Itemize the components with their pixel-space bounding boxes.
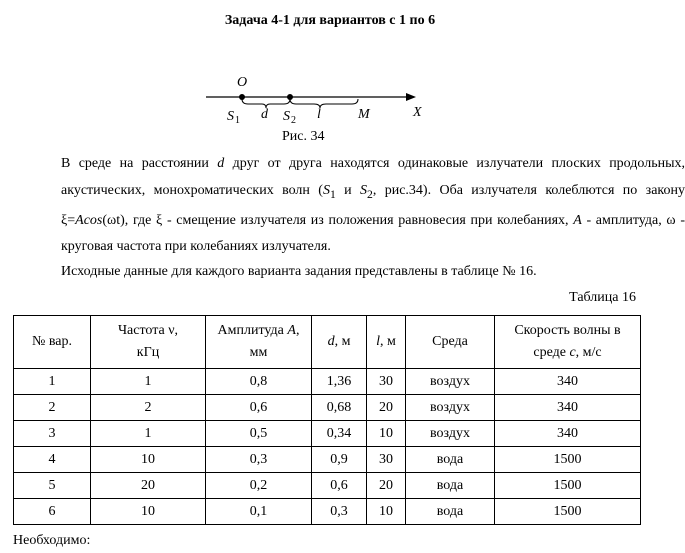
cell-variant: 3	[14, 421, 91, 447]
cell-frequency: 1	[91, 369, 206, 395]
cell-amplitude: 0,5	[206, 421, 312, 447]
header-symbol: l	[376, 334, 381, 349]
cell-amplitude: 0,2	[206, 473, 312, 499]
cell-medium: воздух	[406, 395, 495, 421]
text-fragment: В среде на расстоянии	[61, 156, 218, 171]
label-x: X	[413, 105, 422, 120]
table-header-row	[14, 316, 641, 369]
cell-frequency: 20	[91, 473, 206, 499]
cell-frequency: 1	[91, 421, 206, 447]
problem-description	[13, 151, 685, 261]
cell-amplitude: 0,3	[206, 447, 312, 473]
label-s1-sub: 1	[235, 115, 240, 126]
cell-l: 20	[367, 395, 406, 421]
symbol-acos: Acos	[75, 212, 103, 228]
page-title: Задача 4-1 для вариантов с 1 по 6	[224, 13, 436, 28]
cell-medium: воздух	[406, 369, 495, 395]
cell-amplitude: 0,8	[206, 369, 312, 395]
table-row	[14, 395, 641, 421]
text-fragment: , рис.34). Оба излучателя колеблются по закону ξ=	[61, 182, 685, 228]
cell-d: 0,68	[312, 395, 367, 421]
header-text: мм	[249, 345, 268, 360]
header-text: , м	[380, 334, 396, 349]
label-s2: S	[283, 109, 290, 124]
header-text: Скорость волны в	[514, 323, 621, 338]
variants-table	[13, 315, 641, 525]
subscript-2: 2	[367, 187, 373, 201]
cell-medium: вода	[406, 499, 495, 525]
cell-medium: вода	[406, 447, 495, 473]
cell-l: 30	[367, 369, 406, 395]
figure-caption: Рис. 34	[282, 129, 325, 144]
symbol-s1: S	[322, 182, 330, 198]
header-l	[367, 316, 406, 369]
text-fragment: друг от друга находятся одинаковые излучатели плоских продольных, акустических, монохроматических волн (	[61, 156, 685, 198]
required-heading: Необходимо:	[13, 533, 91, 548]
text-fragment: и	[335, 182, 361, 198]
figure-34	[190, 70, 440, 150]
data-intro: Исходные данные для каждого варианта задания представлены в таблице № 16.	[61, 264, 537, 279]
table-caption: Таблица 16	[569, 290, 636, 305]
cell-l: 10	[367, 421, 406, 447]
cell-medium: воздух	[406, 421, 495, 447]
header-text: Амплитуда	[217, 323, 288, 338]
label-s2-sub: 2	[291, 115, 296, 126]
table-row	[14, 473, 641, 499]
cell-amplitude: 0,1	[206, 499, 312, 525]
cell-d: 0,34	[312, 421, 367, 447]
header-speed	[495, 316, 641, 369]
cell-variant: 6	[14, 499, 91, 525]
cell-d: 0,9	[312, 447, 367, 473]
header-text: Частота ν,	[117, 323, 179, 338]
header-frequency	[91, 316, 206, 369]
cell-variant: 5	[14, 473, 91, 499]
header-text: , м	[334, 334, 351, 349]
text-fragment: - амплитуда, ω - круговая частота при колебаниях излучателя.	[61, 212, 685, 255]
cell-speed: 1500	[495, 499, 641, 525]
header-symbol: c	[569, 345, 576, 360]
cell-variant: 4	[14, 447, 91, 473]
header-text: среде	[533, 345, 570, 360]
label-o: O	[237, 75, 248, 90]
subscript-1: 1	[329, 187, 336, 201]
header-amplitude	[206, 316, 312, 369]
header-d	[312, 316, 367, 369]
cell-l: 20	[367, 473, 406, 499]
table-row	[14, 369, 641, 395]
table-row	[14, 447, 641, 473]
header-text: , м/с	[575, 345, 602, 360]
cell-d: 0,3	[312, 499, 367, 525]
header-symbol: A	[287, 323, 296, 338]
label-m: M	[358, 107, 370, 122]
label-d: d	[261, 107, 268, 122]
cell-frequency: 2	[91, 395, 206, 421]
text-fragment: (ωt), где ξ - смещение излучателя из положения равновесия при колебаниях,	[102, 212, 574, 228]
cell-speed: 340	[495, 395, 641, 421]
cell-medium: вода	[406, 473, 495, 499]
cell-frequency: 10	[91, 447, 206, 473]
header-medium: Среда	[406, 316, 495, 369]
symbol-a: A	[573, 212, 582, 228]
cell-speed: 1500	[495, 473, 641, 499]
cell-amplitude: 0,6	[206, 395, 312, 421]
x-axis-arrow	[406, 93, 416, 101]
symbol-s2: S	[360, 182, 368, 198]
cell-l: 10	[367, 499, 406, 525]
cell-speed: 340	[495, 369, 641, 395]
table-row	[14, 421, 641, 447]
table-row	[14, 499, 641, 525]
cell-d: 0,6	[312, 473, 367, 499]
header-text: ,	[295, 323, 300, 338]
cell-speed: 1500	[495, 447, 641, 473]
label-s1: S	[227, 109, 234, 124]
cell-speed: 340	[495, 421, 641, 447]
brace-l	[290, 99, 358, 108]
cell-d: 1,36	[312, 369, 367, 395]
cell-l: 30	[367, 447, 406, 473]
header-variant: № вар.	[14, 316, 91, 369]
symbol-d: d	[217, 156, 225, 171]
cell-variant: 2	[14, 395, 91, 421]
header-text: кГц	[136, 345, 160, 360]
cell-variant: 1	[14, 369, 91, 395]
cell-frequency: 10	[91, 499, 206, 525]
header-symbol: d	[327, 334, 335, 349]
label-l: l	[317, 107, 321, 122]
